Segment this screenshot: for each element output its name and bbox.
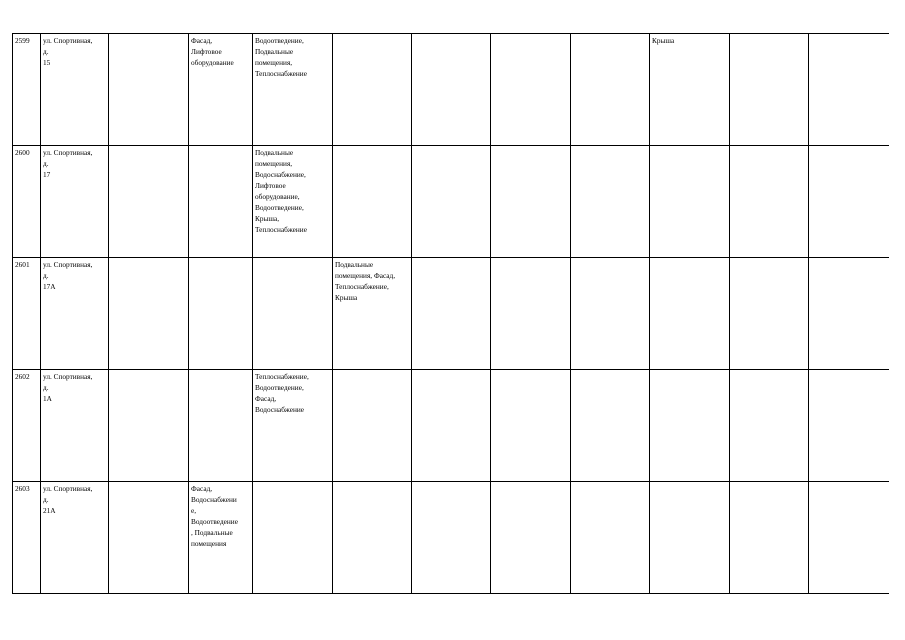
- address-cell: ул. Спортивная, д. 17: [41, 146, 109, 258]
- table-cell: [109, 482, 189, 594]
- table-cell: [253, 482, 333, 594]
- table-cell: [333, 482, 412, 594]
- table-cell: Фасад, Водоснабжени е, Водоотведение , Подвальные помещения: [189, 482, 253, 594]
- table-row: [13, 34, 889, 146]
- table-cell: [730, 482, 809, 594]
- table-cell: [412, 482, 491, 594]
- table-cell: [333, 370, 412, 482]
- table-row: [13, 482, 889, 594]
- table-cell: Подвальные помещения, Водоснабжение, Лифтовое оборудование, Водоотведение, Крыша, Теплоснабжение: [253, 146, 333, 258]
- table-cell: [650, 258, 730, 370]
- row-number-cell: 2603: [13, 482, 41, 594]
- table-cell: [109, 34, 189, 146]
- table-cell: Теплоснабжение, Водоотведение, Фасад, Водоснабжение: [253, 370, 333, 482]
- table-cell: [189, 258, 253, 370]
- table-cell: [333, 146, 412, 258]
- table-cell: [412, 34, 491, 146]
- table-cell: [253, 258, 333, 370]
- schedule-table: [12, 33, 889, 594]
- table-cell: [730, 146, 809, 258]
- address-cell: ул. Спортивная, д. 21А: [41, 482, 109, 594]
- table-cell: [809, 258, 889, 370]
- table-cell: [109, 370, 189, 482]
- table-cell: [109, 146, 189, 258]
- row-number-cell: 2602: [13, 370, 41, 482]
- table-cell: [730, 258, 809, 370]
- address-cell: ул. Спортивная, д. 1А: [41, 370, 109, 482]
- table-cell: [571, 370, 650, 482]
- table-cell: [412, 146, 491, 258]
- table-row: [13, 370, 889, 482]
- table-cell: Подвальные помещения, Фасад, Теплоснабжение, Крыша: [333, 258, 412, 370]
- table-cell: Водоотведение, Подвальные помещения, Теплоснабжение: [253, 34, 333, 146]
- row-number-cell: 2600: [13, 146, 41, 258]
- table-cell: [491, 146, 571, 258]
- table-cell: [333, 34, 412, 146]
- table-row: [13, 258, 889, 370]
- table-body: [13, 34, 889, 594]
- address-cell: ул. Спортивная, д. 17А: [41, 258, 109, 370]
- table-cell: [571, 482, 650, 594]
- table-cell: [650, 146, 730, 258]
- table-cell: [491, 370, 571, 482]
- table-cell: [491, 34, 571, 146]
- table-cell: [491, 482, 571, 594]
- address-cell: ул. Спортивная, д. 15: [41, 34, 109, 146]
- table-cell: [189, 146, 253, 258]
- table-cell: Крыша: [650, 34, 730, 146]
- table-cell: [650, 482, 730, 594]
- table-cell: [730, 34, 809, 146]
- table-cell: [809, 146, 889, 258]
- table-cell: [809, 34, 889, 146]
- table-cell: [571, 34, 650, 146]
- table-cell: [109, 258, 189, 370]
- table-cell: [189, 370, 253, 482]
- table-cell: [571, 258, 650, 370]
- row-number-cell: 2601: [13, 258, 41, 370]
- row-number-cell: 2599: [13, 34, 41, 146]
- table-row: [13, 146, 889, 258]
- table-cell: Фасад, Лифтовое оборудование: [189, 34, 253, 146]
- table-cell: [809, 370, 889, 482]
- table-cell: [650, 370, 730, 482]
- table-cell: [412, 258, 491, 370]
- table-cell: [412, 370, 491, 482]
- table-cell: [730, 370, 809, 482]
- table-cell: [809, 482, 889, 594]
- table-cell: [571, 146, 650, 258]
- table-cell: [491, 258, 571, 370]
